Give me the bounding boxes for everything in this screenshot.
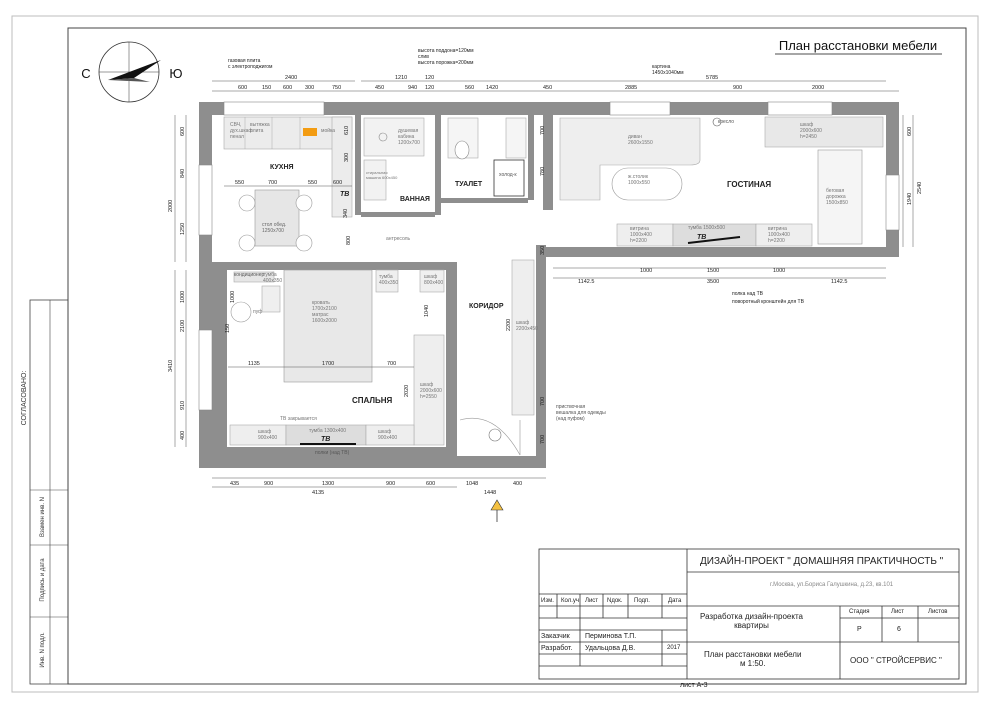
label-svch: СВЧ, дух.шкаф пенал	[230, 122, 253, 140]
dim-top-row-1: 150	[262, 85, 272, 91]
side-stamp-3: Инв. N подл.	[40, 632, 46, 668]
label-shelf-tv: полки (над ТВ)	[315, 450, 350, 456]
dim-top-totals-2: 120	[425, 75, 435, 81]
compass-north: С	[81, 66, 91, 81]
dim-top-row-5: 450	[375, 85, 385, 91]
label-tumba-bed2: тумба 400х350	[379, 274, 399, 286]
tb-col-3: Лист	[585, 598, 599, 604]
label-tumba-lr: тумба 1500х500	[688, 225, 726, 231]
label-wardrobe-bed1: шкаф 800х400	[424, 274, 444, 286]
dim-living-total-2: 1142.5	[831, 279, 848, 285]
dim-top-row-6: 940	[408, 85, 418, 91]
tb-customer-label: Заказчик	[541, 633, 570, 640]
dim-inner-vert-12: 780	[540, 166, 546, 176]
tb-sheet-header: Лист	[891, 609, 905, 615]
sheet-label: лист А-3	[680, 682, 708, 689]
tb-developer-label: Разработ.	[541, 645, 573, 652]
room-corridor: КОРИДОР	[469, 303, 504, 310]
dim-top-totals-0: 2400	[285, 75, 298, 81]
dim-inner-vert-5: 1000	[230, 290, 236, 303]
label-pouf: пуф	[253, 309, 263, 315]
compass-south: Ю	[169, 66, 183, 81]
dim-bed-row-2: 700	[387, 361, 397, 367]
entrance-arrow-icon	[491, 500, 503, 522]
note-armchair: кресло	[718, 119, 735, 125]
label-wardrobe-corr: шкаф 2200х450	[516, 320, 538, 332]
label-hood: вытяжка плита	[250, 122, 270, 134]
dim-inner-vert-2: 340	[343, 208, 349, 218]
tb-drawing-name: План расстановки мебели м 1:50.	[704, 650, 802, 668]
tb-col-5: Подп.	[634, 598, 650, 604]
tb-developer-name: Удальцова Д.В.	[585, 645, 636, 652]
dim-right-col-2: 1940	[907, 192, 913, 205]
dim-left-col-1: 840	[180, 168, 186, 178]
label-vitrina-left: витрина 1000х400 h=2200	[630, 226, 652, 244]
label-wardrobe-bed2: шкаф 2000х600 h=2550	[420, 382, 442, 400]
dim-left-col-2: 2000	[168, 199, 174, 212]
tv-label-kitchen: ТВ	[340, 191, 350, 198]
dim-living-total-1: 3500	[707, 279, 720, 285]
label-sink: мойка	[321, 128, 336, 134]
sheet-title: План расстановки мебели	[778, 38, 938, 53]
tb-customer-name: Перминова Т.П.	[585, 633, 637, 640]
label-bed: кровать 1700х2100 матрас 1600х2000	[312, 300, 337, 324]
dim-top-row-9: 1420	[486, 85, 499, 91]
dim-bottom-row-5: 1048	[466, 481, 479, 487]
label-fridge: холод-к	[499, 172, 517, 178]
dim-inner-vert-3: 800	[346, 235, 352, 245]
label-lighting: ТВ закрывается	[280, 416, 317, 422]
dim-top-row-0: 600	[238, 85, 248, 91]
dim-top-row-12: 900	[733, 85, 743, 91]
note-tray-height: высота поддона=120мм слив высота порожка=200мм	[418, 48, 474, 66]
tb-stage: Р	[857, 626, 862, 633]
dim-top-row-7: 120	[425, 85, 435, 91]
compass-icon	[81, 42, 182, 102]
side-stamp-2: Подпись и дата	[40, 558, 46, 602]
room-living: ГОСТИНАЯ	[727, 180, 772, 189]
dim-inner-vert-10: 2200	[506, 318, 512, 331]
dim-living-total-0: 1142.5	[578, 279, 595, 285]
tb-project: ДИЗАЙН-ПРОЕКТ " ДОМАШНЯЯ ПРАКТИЧНОСТЬ "	[700, 556, 944, 567]
label-tumba-bed3: тумба 1300х400	[309, 428, 347, 434]
dim-bottom-row-6: 400	[513, 481, 523, 487]
dim-left-col-5: 2100	[180, 319, 186, 332]
label-wardrobe-lr: шкаф 2000х600 h=2450	[800, 122, 822, 140]
dim-top-totals-1: 1210	[395, 75, 408, 81]
dim-inner-vert-6: 1040	[424, 304, 430, 317]
dim-living-bottom-2: 1000	[773, 268, 786, 274]
label-treadmill: беговая дорожка 1500х850	[826, 188, 848, 206]
label-mezzanine: антресоль	[386, 236, 411, 242]
label-corr-hanger: приствочная вешалка для одежды (над пуфом)	[556, 404, 606, 422]
tv-label-living: ТВ	[697, 234, 707, 241]
tb-year: 2017	[667, 645, 681, 651]
dim-left-col-8: 400	[180, 430, 186, 440]
dim-kitchen-inner-2: 550	[308, 180, 318, 186]
label-tumba-bed1: тумба 400х350	[263, 272, 283, 284]
dim-top-row-4: 750	[332, 85, 342, 91]
dim-top-row-3: 300	[305, 85, 315, 91]
dim-left-col-3: 1250	[180, 222, 186, 235]
label-sofa: диван 2600х1550	[628, 134, 653, 146]
dim-top-row-10: 450	[543, 85, 553, 91]
approved-label: СОГЛАСОВАНО:	[21, 370, 28, 426]
dim-bottom-row-1: 900	[264, 481, 274, 487]
dim-bed-row-0: 1135	[248, 361, 260, 367]
dim-inner-vert-1: 300	[344, 152, 350, 162]
dim-bottom-row-0: 435	[230, 481, 240, 487]
dim-inner-vert-0: 610	[344, 125, 350, 135]
dim-left-col-7: 910	[180, 400, 186, 410]
label-conditioner: кондиционер	[234, 272, 265, 278]
dim-inner-vert-7: 2020	[404, 384, 410, 397]
tb-company: ООО " СТРОЙСЕРВИС "	[850, 656, 942, 665]
note-bracket-tv: поворотный кронштейн для ТВ	[732, 299, 804, 305]
dim-top-row-8: 560	[465, 85, 475, 91]
side-stamp-1: Взамен инв. N	[40, 496, 46, 538]
label-wardrobe-bed3: шкаф 900х400	[258, 429, 278, 441]
tv-label-bedroom: ТВ	[321, 436, 331, 443]
note-picture: картина 1450х1040мм	[652, 64, 684, 76]
tb-stage-header: Стадия	[849, 609, 870, 615]
dim-bottom-row-3: 900	[386, 481, 396, 487]
dim-bottom-totals-0: 4135	[312, 490, 325, 496]
dim-right-col-0: 600	[907, 126, 913, 136]
room-toilet: ТУАЛЕТ	[455, 181, 483, 188]
dim-bed-row-1: 1700	[322, 361, 335, 367]
dim-kitchen-inner-3: 600	[333, 180, 343, 186]
label-vitrina-right: витрина 1000х400 h=2200	[768, 226, 790, 244]
label-washer: стиральная машина 600х450	[366, 170, 398, 180]
room-bedroom: СПАЛЬНЯ	[352, 396, 393, 405]
room-kitchen: КУХНЯ	[270, 164, 294, 171]
dim-top-row-2: 600	[283, 85, 293, 91]
tb-col-2: Кол.уч	[561, 598, 579, 604]
dim-bottom-totals-1: 1448	[484, 490, 497, 496]
tb-col-1: Изм.	[541, 598, 554, 604]
dim-inner-vert-9: 700	[540, 434, 546, 444]
dim-inner-vert-4: 150	[225, 323, 231, 333]
label-dining: стол обед. 1250х700	[262, 222, 287, 234]
dim-living-bottom-0: 1000	[640, 268, 653, 274]
tb-address: г.Москва, ул.Бориса Галушкина, д.23, кв.101	[770, 582, 894, 588]
dim-top-totals-3: 5785	[706, 75, 719, 81]
dim-left-col-0: 600	[180, 126, 186, 136]
dim-left-col-4: 1000	[180, 290, 186, 303]
dim-inner-vert-8: 700	[540, 396, 546, 406]
dim-inner-vert-11: 350	[540, 245, 546, 255]
corridor-furniture	[460, 260, 534, 455]
dim-inner-vert-13: 700	[540, 125, 546, 135]
side-stamp	[21, 300, 68, 684]
dim-kitchen-inner-1: 700	[268, 180, 278, 186]
label-coffee-table: ж.столик 1000х550	[628, 174, 650, 186]
dim-kitchen-inner-0: 550	[235, 180, 245, 186]
tb-col-4: Nдок.	[607, 598, 623, 604]
tb-sheets-header: Листов	[928, 609, 948, 615]
label-shower: душевая кабина 1200х700	[398, 128, 420, 146]
tb-sheet-no: 6	[897, 626, 901, 633]
dim-bottom-row-4: 600	[426, 481, 436, 487]
dim-top-row-13: 2000	[812, 85, 825, 91]
dim-right-col-1: 2540	[917, 181, 923, 194]
room-bathroom: ВАННАЯ	[400, 196, 430, 203]
dim-bottom-row-2: 1300	[322, 481, 335, 487]
dim-top-row-11: 2885	[625, 85, 638, 91]
tb-col-6: Дата	[668, 598, 682, 604]
note-shelf-over-tv: полка над ТВ	[732, 291, 764, 297]
bedroom-furniture	[230, 270, 444, 445]
dim-left-col-6: 3410	[168, 359, 174, 372]
label-wardrobe-bed4: шкаф 900х400	[378, 429, 398, 441]
note-gas-stove: газовая плита с электроподжигом	[228, 58, 273, 70]
tb-work-title: Разработка дизайн-проекта квартиры	[700, 612, 803, 630]
dim-living-bottom-1: 1500	[707, 268, 720, 274]
